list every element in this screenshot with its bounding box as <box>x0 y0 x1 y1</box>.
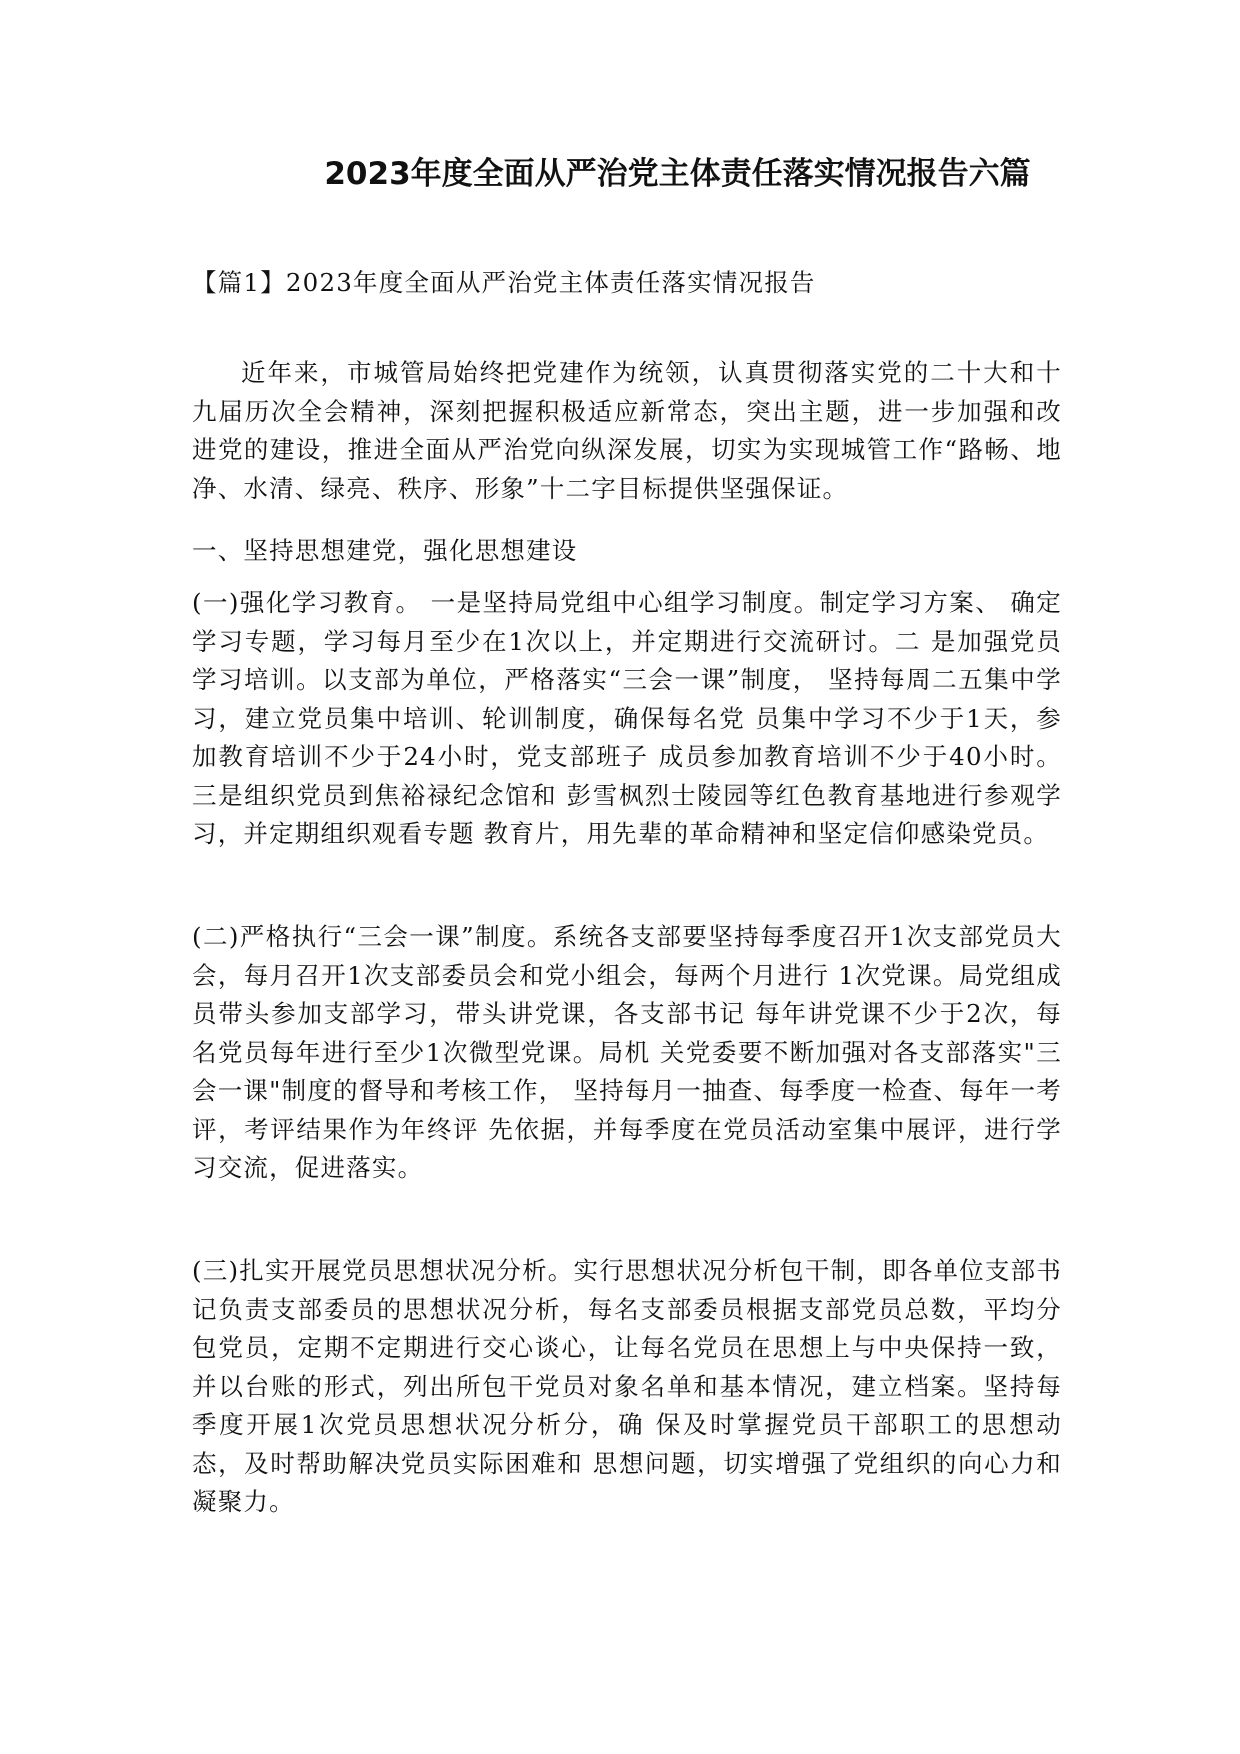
section-one-heading: 一、坚持思想建党，强化思想建设 <box>192 536 578 565</box>
part-heading: 【篇1】2023年度全面从严治党主体责任落实情况报告 <box>192 268 816 297</box>
intro-paragraph: 近年来，市城管局始终把党建作为统领，认真贯彻落实党的二十大和十九届历次全会精神，深刻把握积极适应新常态，突出主题，进一步加强和改进党的建设，推进全面从严治党向纵深发展，切实为实现城管工作“路畅、地净、水清、绿亮、秩序、形象”十二字目标提供坚强保证。 <box>192 358 1062 503</box>
document-title: 2023年度全面从严治党主体责任落实情况报告六篇 <box>324 156 1031 192</box>
subsection-three-paragraph: (三)扎实开展党员思想状况分析。实行思想状况分析包干制，即各单位支部书记负责支部委员的思想状况分析，每名支部委员根据支部党员总数，平均分包党员，定期不定期进行交心谈心，让每名党员在思想上与中央保持一致，并以台账的形式，列出所包干党员对象名单和基本情况，建立档案。坚持每季度开展1次党员思想状况分析分，确 保及时掌握党员干部职工的思想动态，及时帮助解决党员实际困难和 思想问题，切实增强了党组织的向心力和凝聚力。 <box>192 1256 1062 1516</box>
subsection-one-paragraph: (一)强化学习教育。 一是坚持局党组中心组学习制度。制定学习方案、 确定学习专题，学习每月至少在1次以上，并定期进行交流研讨。二 是加强党员学习培训。以支部为单位，严格落实“三会一课”制度， 坚持每周二五集中学习，建立党员集中培训、轮训制度，确保每名党 员集中学习不少于1天，参加教育培训不少于24小时，党支部班子 成员参加教育培训不少于40小时。三是组织党员到焦裕禄纪念馆和 彭雪枫烈士陵园等红色教育基地进行参观学习，并定期组织观看专题 教育片，用先辈的革命精神和坚定信仰感染党员。 <box>192 588 1062 848</box>
subsection-two-paragraph: (二)严格执行“三会一课”制度。系统各支部要坚持每季度召开1次支部党员大会，每月召开1次支部委员会和党小组会，每两个月进行 1次党课。局党组成员带头参加支部学习，带头讲党课，各支部书记 每年讲党课不少于2次，每名党员每年进行至少1次微型党课。局机 关党委要不断加强对各支部落实"三会一课"制度的督导和考核工作， 坚持每月一抽查、每季度一检查、每年一考评，考评结果作为年终评 先依据，并每季度在党员活动室集中展评，进行学习交流，促进落实。 <box>192 922 1062 1182</box>
